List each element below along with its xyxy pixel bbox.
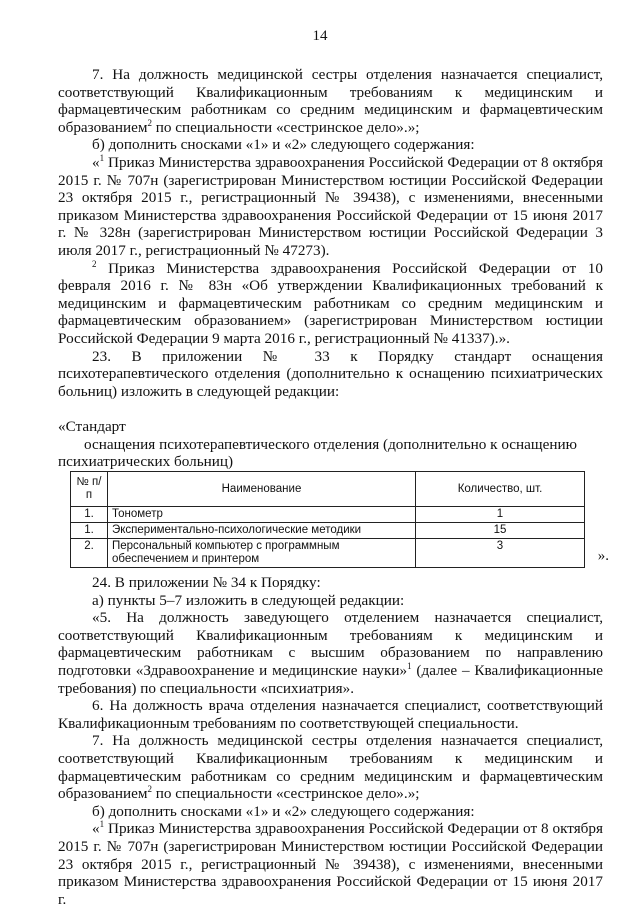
paragraph-7-second: 7. На должность медицинской сестры отделения назначается специалист, соответствующий Квалификационным требованиям к медицинским и фармацевтическим работникам со средним медицинским и фармацевтическим образованием$^2$ по специальности «сестринское дело».»;	[58, 732, 603, 803]
row-quantity: 3	[416, 539, 585, 568]
standard-close-quote: ».	[597, 548, 609, 565]
row-number: 1.	[71, 523, 108, 539]
footnote-2: $^2$ Приказ Министерства здравоохранения Российской Федерации от 10 февраля 2016 г. № 83н «Об утверждении Квалификационных требований к медицинским и фармацевтическим работникам со средним медицинским и фармацевтическим образованием» (зарегистрирован Министерством юстиции Российской Федерации 9 марта 2016 г., регистрационный № 41337).».	[58, 258, 603, 347]
paragraph-6: 6. На должность врача отделения назначается специалист, соответствующий Квалификационным требованиям по соответствующей специальности.	[58, 697, 603, 732]
paragraph-23: 23. В приложении № 33 к Порядку стандарт оснащения психотерапевтического отделения (дополнительно к оснащению психиатрических больниц) изложить в следующей редакции:	[58, 347, 603, 400]
document-body	[58, 66, 609, 908]
table-row	[71, 539, 585, 568]
paragraph-24: 24. В приложении № 34 к Порядку:	[92, 574, 321, 592]
standard-heading: «Стандарт	[58, 418, 126, 436]
column-header-quantity: Количество, шт.	[416, 472, 585, 507]
footnote-1-second: «$^1$ Приказ Министерства здравоохранения Российской Федерации от 8 октября 2015 г. № 707н (зарегистрирован Министерством юстиции Российской Федерации 23 октября 2015 г., регистрационный № 39438), с изменениями, внесенными приказом Министерства здравоохранения Российской Федерации от 15 июня 2017 г.	[58, 819, 603, 908]
table-row	[71, 507, 585, 523]
page-number: 14	[312, 28, 328, 44]
standard-title: оснащения психотерапевтического отделения (дополнительно к оснащению психиатрических больниц)	[58, 435, 577, 471]
row-name: Экспериментально-психологические методики	[108, 523, 416, 539]
row-quantity: 15	[416, 523, 585, 539]
paragraph-b: б) дополнить сносками «1» и «2» следующего содержания:	[92, 136, 475, 154]
equipment-table-wrapper	[58, 471, 609, 568]
column-header-number: № п/п	[71, 472, 108, 507]
paragraph-7: 7. На должность медицинской сестры отделения назначается специалист, соответствующий Квалификационным требованиям к медицинским и фармацевтическим работникам со средним медицинским и фармацевтическим образованием$^2$ по специальности «сестринское дело».»;	[58, 66, 603, 136]
equipment-table	[70, 471, 585, 568]
row-number: 1.	[71, 507, 108, 523]
row-quantity: 1	[416, 507, 585, 523]
column-header-name: Наименование	[108, 472, 416, 507]
row-name: Тонометр	[108, 507, 416, 523]
paragraph-a: а) пункты 5–7 изложить в следующей редакции:	[92, 591, 405, 609]
row-name: Персональный компьютер с программным обеспечением и принтером	[108, 539, 416, 568]
table-row	[71, 523, 585, 539]
paragraph-b-second: б) дополнить сносками «1» и «2» следующего содержания:	[92, 802, 475, 820]
footnote-1: «$^1$ Приказ Министерства здравоохранения Российской Федерации от 8 октября 2015 г. № 707н (зарегистрирован Министерством юстиции Российской Федерации 23 октября 2015 г., регистрационный № 39438), с изменениями, внесенными приказом Министерства здравоохранения Российской Федерации от 15 июня 2017 г. № 328н (зарегистрирован Министерством юстиции Российской Федерации 3 июля 2017 г., регистрационный № 47273).	[58, 152, 603, 259]
table-header-row	[71, 472, 585, 507]
row-number: 2.	[71, 539, 108, 568]
paragraph-5: «5. На должность заведующего отделением назначается специалист, соответствующий Квалификационным требованиям к медицинским и фармацевтическим работникам с высшим образованием по направлению подготовки «Здравоохранение и медицинские науки»$^1$ (далее – Квалификационные требования) по специальности «психиатрия».	[58, 609, 603, 697]
